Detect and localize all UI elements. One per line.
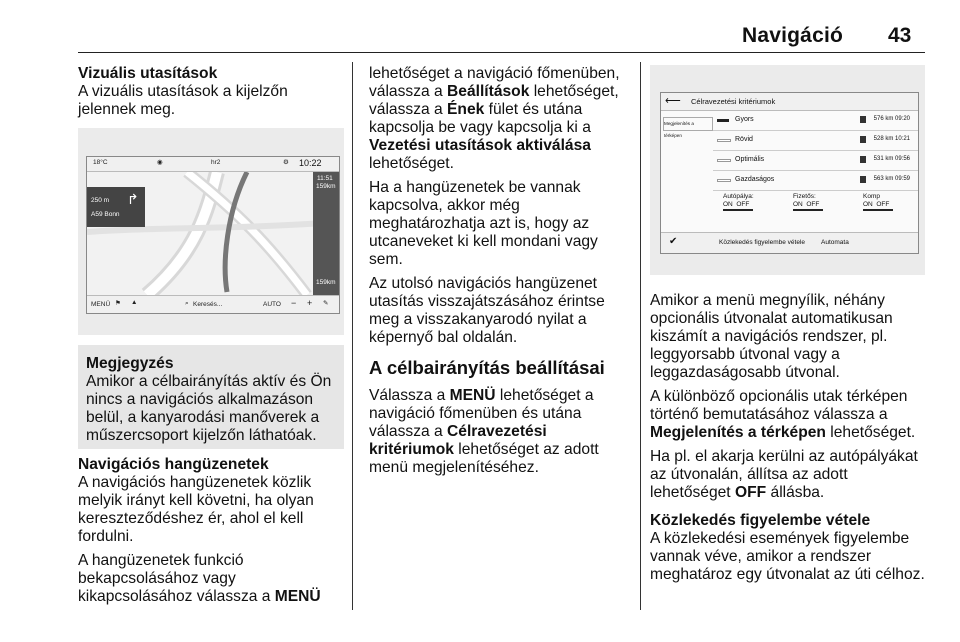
edit-icon[interactable]: ✎ — [323, 300, 329, 307]
flag-icon — [860, 156, 866, 163]
navigation-screen-image — [78, 128, 344, 335]
status-bar — [87, 157, 339, 172]
track-label: hr2 — [211, 159, 221, 166]
route-row-economic[interactable]: Gazdaságos 563 km 09:59 — [713, 171, 918, 191]
menu-term: MENÜ — [274, 588, 321, 605]
side-bottom-distance: 159km — [316, 279, 336, 286]
zoom-in-icon[interactable]: + — [307, 298, 313, 308]
guidance-settings-heading: A célbairányítás beállításai — [369, 357, 605, 378]
option-ferry[interactable]: Komp ON OFF — [863, 193, 918, 211]
back-arrow-icon[interactable]: ⟵ — [665, 95, 681, 107]
visual-heading: Vizuális utasítások — [78, 65, 218, 82]
gear-icon: ⚙ — [283, 159, 289, 166]
voice-function-text: A hangüzenetek funkció bekapcsolásához vagy kikapcsolásához válassza a MENÜ — [78, 552, 321, 605]
column-1 — [78, 65, 344, 125]
screen-title: Célravezetési kritériumok — [691, 97, 776, 106]
option-motorway[interactable]: Autópálya: ON OFF — [723, 193, 778, 211]
routes-paragraph: Amikor a menü megnyílik, néhány opcionális útvonalat automatikusan kiszámít a navigációs rendszer, pl. leggyorsabb útvonal vagy a leggazdaságosabb útvonal. — [650, 292, 893, 381]
position-arrow-icon[interactable]: ▲ — [131, 299, 138, 306]
column-divider-2 — [640, 62, 641, 610]
navigation-display — [86, 156, 340, 314]
flag-icon[interactable]: ⚑ — [115, 300, 121, 307]
side-distance: 159km — [316, 183, 336, 190]
traffic-label: Közlekedés figyelembe vétele — [719, 239, 805, 246]
column-divider-1 — [352, 62, 353, 610]
route-row-optimal[interactable]: Optimális 531 km 09:56 — [713, 151, 918, 171]
guidance-paragraph: Válassza a MENÜ lehetőséget a navigáció főmenüben és utána válassza a Célravezetési kritériumok lehetőséget az adott menü megjelenítéséhez. — [369, 387, 599, 476]
temperature: 18°C — [93, 159, 108, 166]
note-box — [78, 345, 344, 449]
side-time: 11:51 — [317, 175, 333, 182]
traffic-row[interactable] — [661, 232, 918, 253]
avoid-paragraph: Ha pl. el akarja kerülni az autópályákat az útvonalán, állítsa az adott lehetőséget OFF állásba. — [650, 448, 918, 501]
flag-icon — [860, 116, 866, 123]
turn-distance: 250 m — [91, 197, 110, 204]
column-1-lower — [78, 456, 344, 612]
replay-paragraph: Az utolsó navigációs hangüzenet utasítás visszajátszásához érintse meg a visszakanyarodó nyilat a képernyő bal oldalán. — [369, 275, 605, 346]
traffic-value[interactable]: Automata — [821, 239, 849, 246]
avoid-options — [713, 193, 918, 227]
turn-instruction-box — [87, 187, 145, 227]
note-text: Amikor a célbairányítás aktív és Ön nincs a navigációs alkalmazáson belül, a kanyarodási manőverek a műszercsoport kijelzőn láthatóak. — [86, 373, 332, 444]
header-rule — [78, 52, 925, 53]
street-names-paragraph: Ha a hangüzenetek be vannak kapcsolva, akkor még meghatározhatja azt is, hogy az utcaneveket ki kell mondani vagy sem. — [369, 179, 598, 268]
flag-icon — [860, 136, 866, 143]
settings-paragraph: lehetőséget a navigáció főmenüben, válassza a Beállítások lehetőséget, válassza a Ének fület és utána kapcsolja be vagy kapcsolja ki a Vezetési utasítások aktiválása lehetőséget. — [369, 65, 620, 172]
route-criteria-screen-image — [650, 65, 925, 275]
route-criteria-display — [660, 92, 919, 254]
compass-icon: ◉ — [157, 159, 163, 166]
voice-heading: Navigációs hangüzenetek — [78, 456, 269, 473]
confirm-check-icon[interactable]: ✔ — [669, 236, 678, 247]
note-title: Megjegyzés — [86, 355, 174, 372]
bottom-bar — [87, 295, 339, 313]
search-input[interactable]: Keresés... — [193, 301, 223, 308]
zoom-out-icon[interactable]: − — [291, 298, 297, 308]
menu-button[interactable]: MENÜ — [91, 301, 111, 308]
traffic-heading: Közlekedés figyelembe vétele — [650, 512, 871, 529]
column-3 — [650, 292, 925, 590]
turn-road: A59 Bonn — [91, 211, 120, 218]
option-toll[interactable]: Fizetős: ON OFF — [793, 193, 848, 211]
show-on-map-button[interactable]: Megjelenítés a térképen — [663, 117, 713, 131]
search-icon: ⌕ — [185, 300, 189, 307]
auto-zoom-button[interactable]: AUTO — [263, 301, 281, 308]
page-header-title: Navigáció — [742, 24, 844, 47]
route-row-short[interactable]: Rövid 528 km 10:21 — [713, 131, 918, 151]
flag-icon — [860, 176, 866, 183]
show-map-paragraph: A különböző opcionális utak térképen történő bemutatásához válassza a Megjelenítés a térképen lehetőséget. — [650, 388, 916, 441]
clock: 10:22 — [299, 158, 322, 168]
voice-text: A navigációs hangüzenetek közlik melyik irányt kell követni, ha olyan kereszteződéshez ér, ahol el kell fordulni. — [78, 474, 314, 545]
turn-right-arrow-icon: ↱ — [127, 191, 139, 207]
column-2 — [369, 65, 634, 483]
route-row-fast[interactable]: Gyors 576 km 09:20 — [713, 111, 918, 131]
visual-text: A vizuális utasítások a kijelzőn jelennek meg. — [78, 83, 288, 118]
page-number: 43 — [888, 24, 912, 47]
traffic-paragraph: A közlekedési események figyelembe vannak véve, amikor a rendszer meghatároz egy útvonalat az úti célhoz. — [650, 530, 925, 583]
